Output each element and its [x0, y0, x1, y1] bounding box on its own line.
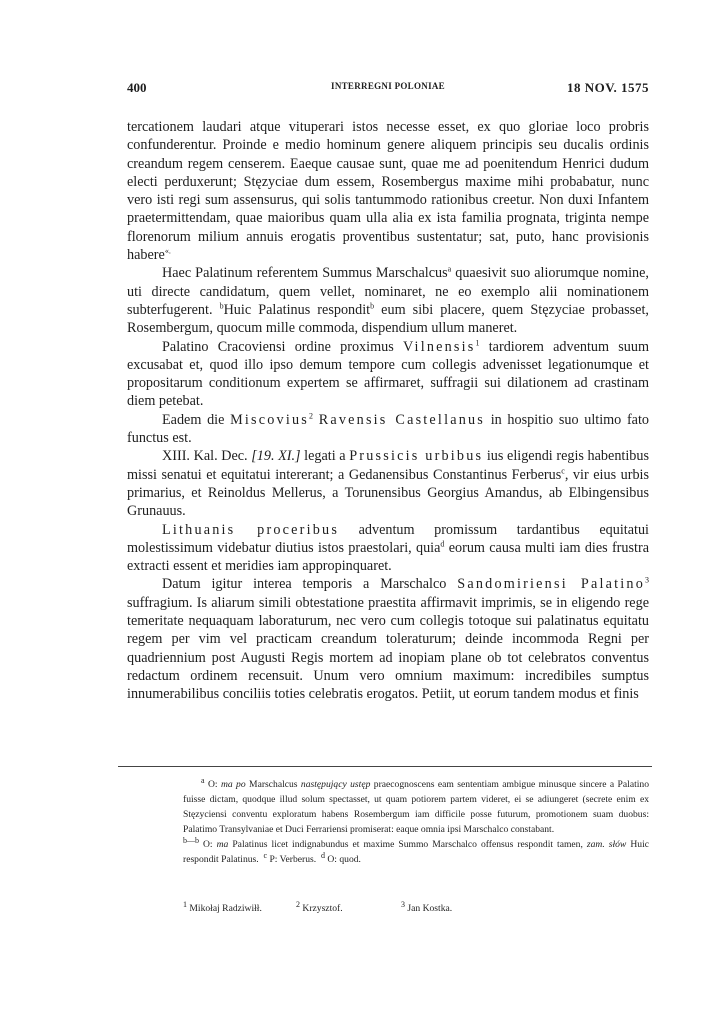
- paragraph-5: XIII. Kal. Dec. [19. XI.] legati a Prussicis urbibus ius eligendi regis habentibus missi senatui et equitatui intererant; a Gedanensibus Constantinus Ferberus$^c$, vir eius urbis primarius, et Reinoldus Mellerus, a Torunensibus Georgius Amandus, ab Elbingensibus Grunauus.: [127, 448, 650, 520]
- running-title: INTERREGNI POLONIAE: [331, 81, 445, 91]
- paragraph-4: Eadem die Miscovius$^2$ Ravensis Castellanus in hospitio suo ultimo fato functus est.: [127, 411, 650, 447]
- header-date: 18 NOV. 1575: [567, 80, 649, 95]
- paragraph-2: Haec Palatinum referentem Summus Marschalcus$^a$ quaesivit suo aliorumque nomine, uti directe candidatum, quem vellet, nominaret, ne eo exemplo alii nominationem subterfugerent. $^b$Huic Palatinus respondit$^b$ eum sibi placere, quem Stęzyciae probasset, Rosembergum, quocum mille commoda, dispendium ullum maneret.: [127, 264, 649, 337]
- footnote-3: $^3$ Jan Kostka.: [401, 899, 453, 914]
- paragraph-3: Palatino Cracoviensi ordine proximus Vilnensis$^1$ tardiorem adventum suum excusabat et, quod illo ipso demum tempore cum collegis advenisset legationumque et propositarum conditionum expertem se affirmaret, suffragii sui dilationem ad crastinam diem petebat.: [127, 337, 649, 410]
- running-header: [127, 80, 649, 100]
- paragraph-1: tercationem laudari atque vituperari istos necesse esset, ex quo gloriae loco probris confunderentur. Proinde e medio hominum genere aliquem principis seu ducalis ordinis creandum regem censerem. Eaeque causae sunt, quae me ad poenitendum Henrici dudum electi perduxerunt; Stęzyciae dum essem, Rosembergus maxime mihi probabatur, nunc vero isti regi sum assensurus, qui solis tantummodo rationibus creetur. Non duxi Infantem praetermittendam, quae maioribus quam ulla alia ex ista familia prognata, triginta nempe florenorum milium annuis erogatis proventibus sustentatur; sat, puto, hanc provisionis habere«.: [127, 119, 649, 264]
- main-text: [127, 118, 649, 704]
- paragraph-7: Datum igitur interea temporis a Marschalco Sandomiriensi Palatino$^3$ suffragium. Is aliarum simili obtestatione praestita affirmavit imprimis, se in eligendo rege temeritate nequaquam laboraturum, nec vero cum collegis totoque sui palatinatus equitatu regem per vim vel practicam creandum toleraturum; deinde incommoda Regni per quadriennium post Augusti Regis mortem ad inopiam plane ob tot celebratos conventus redactum ordinem recensuit. Unum vero omnium maximum: incredibiles sumptus innumerabilibus conciliis toties celebratis erogatos. Petiit, ut eorum tandem modus et finis: [127, 575, 649, 703]
- paragraph-6: Lithuanis proceribus adventum promissum tardantibus equitatui molestissimum videbatur diutius istos praestolari, quia$^d$ eorum causa multi iam dies frustra extracti essent et meridies iam appropinquaret.: [127, 521, 649, 575]
- note-b: $^{b—b}$ O: ma Palatinus licet indignabundus et maxime Summo Marschalco offensus respondit tamen, zam. słów Huic respondit Palatinus. $^c$ P: Verberus. $^d$ O: quod.: [183, 835, 649, 865]
- footnote-divider: [118, 766, 652, 767]
- footnote-2: $^2$ Krzysztof.: [296, 899, 343, 914]
- critical-apparatus: [183, 777, 649, 867]
- footnote-1: $^1$ Mikołaj Radziwiłł.: [183, 899, 262, 914]
- page-number: 400: [127, 80, 147, 95]
- note-a: $^a$ O: ma po Marschalcus następujący ustęp praecognoscens eam sententiam ambigue minusque sincere a Palatino fuisse dictam, quodque illud solum spectasset, ut quam potiorem partem videret, ei se adiungeret (secrete enim ex Stęzyciensi conventu exploratum habens Rosembergum iam difficile posse futurum, promotionem suam duobus: Palatimo Transylvaniae et Duci Ferrariensi promiserat: eaque omnia ipsi Marschalco constabant.: [183, 775, 649, 835]
